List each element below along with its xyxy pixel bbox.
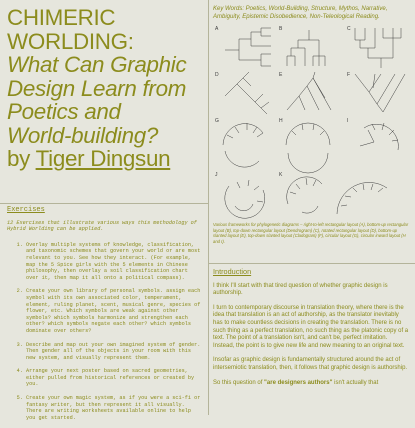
phylogenetic-diagrams-figure: [213, 22, 410, 220]
exercises-section: [7, 207, 202, 428]
diagram-a: [225, 28, 271, 66]
figure-label-g: G: [215, 118, 219, 124]
paragraph: I think I'll start with that tired question of whether graphic design is authorship.: [213, 282, 388, 297]
by-word: by: [7, 146, 31, 171]
figure-label-c: C: [347, 26, 351, 32]
diagram-g: [223, 123, 263, 167]
list-item: 5. Create your own magic system, as if you were a sci-fi or fantasy writer, but then represent it all visually. There are writing worksheets available online to help you get started.: [26, 395, 202, 421]
list-item: 2. Create your own library of personal symbols. assign each symbol with its own associated color, temperament, element, ruling planet, scent, musical genre, species of flower, etc. Which symbols are weak against other symbols? which symbols harmonize and strengthen each other? which symbols negate each other? which symbols dominate over others?: [26, 288, 202, 334]
title-line-2: WORLDING:: [7, 28, 134, 54]
diagram-k: [287, 177, 322, 213]
subtitle-line: World-building?: [7, 122, 159, 148]
paper-title: [7, 6, 207, 171]
exercises-intro: 12 Exercises that illustrate various ways this methodology of Hybrid Worlding can be applied.: [7, 219, 197, 233]
paragraph: I turn to contemporary discourse in translation theory, where there is the idea that translation is an act of authorship, as the translator inevitably has to make countless decisions in creating the translation. There is no such thing as a perfect translation, no such thing as the platonic copy of a text. The point of a translation isn't, and can't be, perfect imitation. Instead, the point is to give new life and new meaning to an original text.: [213, 304, 409, 349]
subtitle-line: Design Learn from: [7, 75, 187, 101]
byline: [7, 147, 207, 171]
diagram-f: [355, 74, 405, 112]
list-item: 1. Overlay multiple systems of knowledge, classification, and taxonomic schemes that govern your world or are most relevant to you. See how they interact. (For example, map the 5 Spice girls with the 5 elements in Chinese philosophy, then overlay a soil classification chart over it, then map it all onto a political compass).: [26, 242, 202, 282]
figure-label-j: J: [215, 172, 218, 178]
paragraph: [213, 380, 409, 388]
introduction-section: [213, 268, 409, 394]
exercises-heading[interactable]: Exercises: [7, 206, 45, 214]
figure-label-a: A: [215, 26, 219, 32]
subtitle-line: What Can Graphic: [7, 52, 187, 77]
diagram-b: [287, 30, 325, 66]
figure-label-e: E: [279, 72, 283, 78]
diagram-c: [355, 28, 401, 68]
paragraph: Insofar as graphic design is fundamentally structured around the act of intersemiotic translation, then, it follows that graphic design is authorship.: [213, 357, 408, 371]
figure-label-f: F: [347, 72, 351, 78]
subtitle: [7, 53, 207, 147]
diagram-d: [225, 72, 269, 114]
right-section-divider: [208, 263, 415, 264]
subtitle-line: Poetics and: [7, 99, 121, 124]
figure-label-b: B: [279, 26, 283, 32]
text-fragment: So this question of: [213, 379, 265, 386]
figure-label-h: H: [279, 118, 283, 124]
text-fragment: isn't actually that: [332, 379, 379, 386]
diagram-l: [337, 182, 387, 214]
author-link[interactable]: Tiger Dingsun: [35, 146, 171, 171]
figure-label-k: K: [279, 172, 283, 178]
keywords: Key Words: Poetics, World-Building, Structure, Mythos, Narrative, Ambiguity, Epistemic Disobedience, Non-Teleological Reading.: [213, 6, 388, 20]
diagram-i: [360, 123, 398, 150]
diagram-e: [287, 72, 331, 110]
diagram-h: [286, 123, 330, 173]
column-divider: [208, 0, 209, 415]
list-item: 4. Arrange your next poster based on sacred geometries, either pulled from historical references or created by you.: [26, 368, 202, 388]
list-item: 3. Describe and map out your own imagined system of gender. Then gender all of the objects in your room with this new system, and visually represent them.: [26, 342, 202, 362]
left-section-divider: [0, 203, 208, 204]
title-line-1: CHIMERIC: [7, 5, 116, 30]
exercises-list: [7, 242, 202, 422]
figure-label-i: I: [347, 118, 349, 124]
diagram-j: [225, 180, 265, 218]
figure-label-d: D: [215, 72, 219, 78]
emphasis: "are designers authors": [264, 379, 333, 386]
introduction-heading[interactable]: Introduction: [213, 267, 252, 276]
figure-caption: Various frameworks for phylogenetic diagrams – right-to-left rectangular layout (A), bottom-up rectangular layout (B), top-down rectangular layout (Dendrogram) (C), rotated rectangular layout (D), bottom-up slanted layout (E), top-down slanted layout (Cladogram) (F), circular layout (G), circular inward layout (H and I).: [213, 222, 409, 244]
